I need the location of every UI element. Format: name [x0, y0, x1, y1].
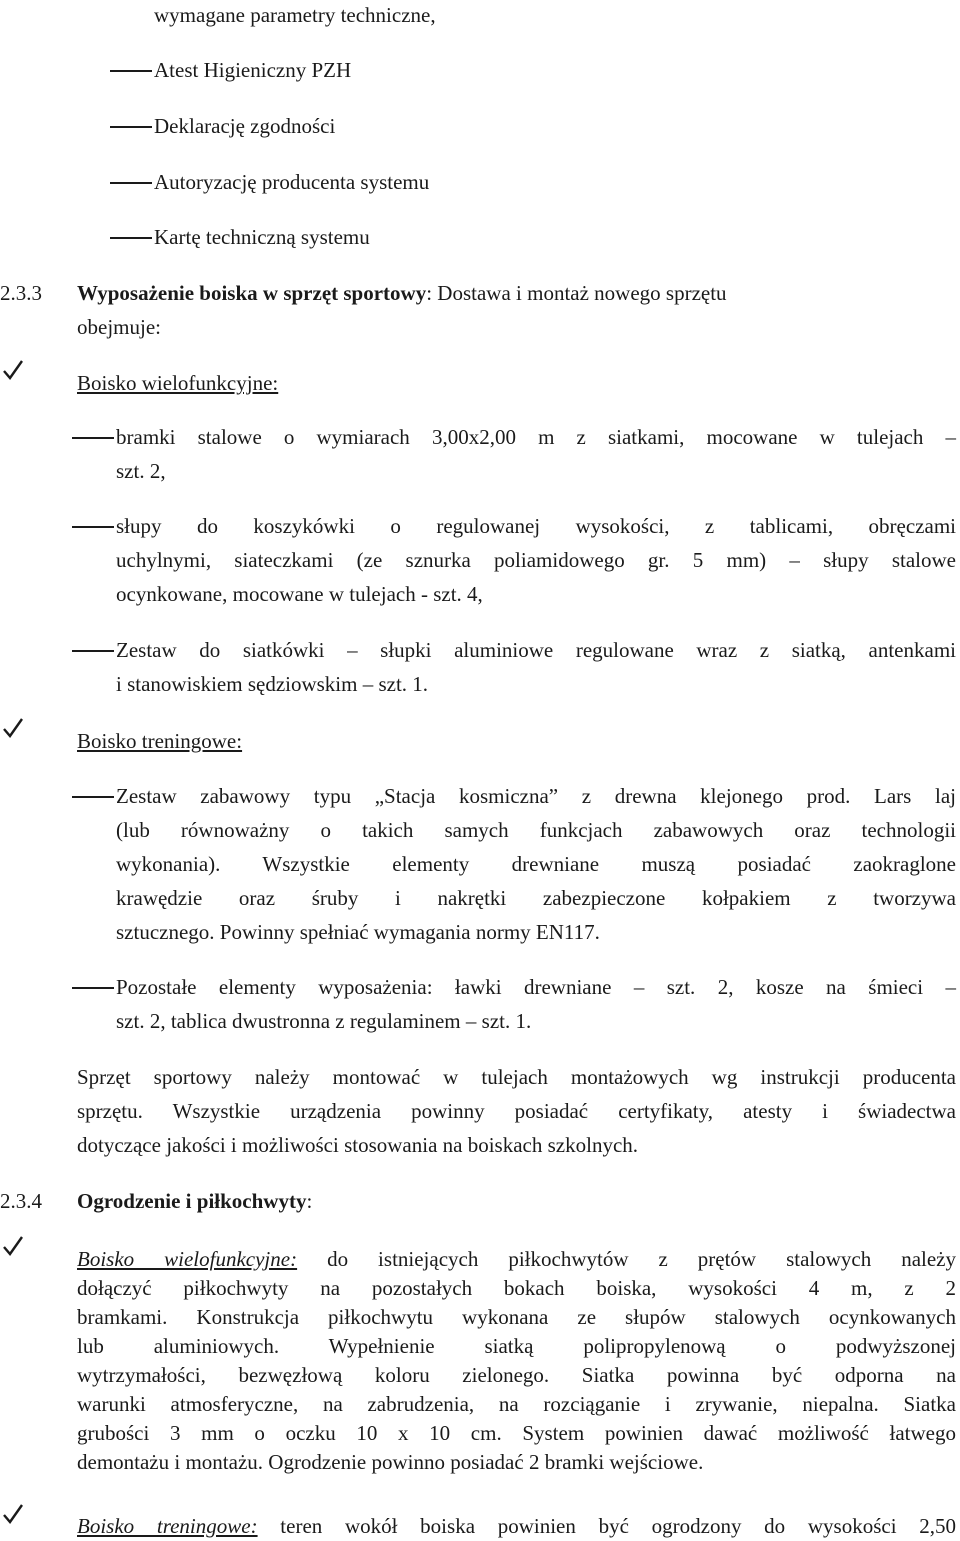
dash-bullet [110, 70, 152, 72]
list-item-line: (lub równoważny o takich samych funkcjach zabawowych oraz technologii [116, 818, 956, 842]
dash-bullet [72, 437, 114, 439]
paragraph-line: grubości 3 mm o oczku 10 x 10 cm. System powinien dawać możliwość łatwego [77, 1421, 956, 1445]
dash-bullet [72, 796, 114, 798]
dash-bullet [110, 182, 152, 184]
list-item-line: słupy do koszykówki o regulowanej wysokości, z tablicami, obręczami [116, 514, 956, 538]
section-number: 2.3.3 [0, 281, 42, 305]
section-colon: : [306, 1189, 313, 1213]
list-item-line: wykonania). Wszystkie elementy drewniane muszą posiadać zaokraglone [116, 852, 956, 876]
section-text: obejmuje: [77, 315, 161, 339]
paragraph-line: lub aluminiowych. Wypełnienie siatką polipropylenową o podwyższonej [77, 1334, 956, 1358]
list-item-line: Pozostałe elementy wyposażenia: ławki drewniane – szt. 2, kosze na śmieci – [116, 975, 956, 999]
list-item-line: szt. 2, tablica dwustronna z regulaminem – szt. 1. [116, 1009, 532, 1033]
list-item-line: ocynkowane, mocowane w tulejach - szt. 4, [116, 582, 483, 606]
list-item-line: bramki stalowe o wymiarach 3,00x2,00 m z siatkami, mocowane w tulejach – [116, 425, 956, 449]
dash-bullet [110, 126, 152, 128]
paragraph-line [77, 1246, 956, 1272]
paragraph-line: wytrzymałości, bezwęzłową koloru zielonego. Siatka powinna być odporna na [77, 1363, 956, 1387]
section-heading-line [77, 280, 957, 306]
checkmark-icon [2, 358, 24, 382]
dash-bullet [110, 237, 152, 239]
list-item-line: Zestaw zabawowy typu „Stacja kosmiczna” z drewna klejonego prod. Lars laj [116, 784, 956, 808]
list-item: Atest Higieniczny PZH [154, 58, 352, 82]
paragraph-line: dotyczące jakości i możliwości stosowania na boiskach szkolnych. [77, 1133, 639, 1157]
paragraph-line: sprzętu. Wszystkie urządzenia powinny posiadać certyfikaty, atesty i świadectwa [77, 1099, 956, 1123]
checkmark-icon [2, 1502, 24, 1526]
list-item-line: i stanowiskiem sędziowskim – szt. 1. [116, 672, 429, 696]
list-intro: wymagane parametry techniczne, [154, 3, 436, 27]
subsection-title: Boisko treningowe: [77, 729, 243, 753]
paragraph-line: dołączyć piłkochwyty na pozostałych bokach boiska, wysokości 4 m, z 2 [77, 1276, 956, 1300]
paragraph-line: demontażu i montażu. Ogrodzenie powinno posiadać 2 bramki wejściowe. [77, 1450, 704, 1474]
fence-text: do istniejących piłkochwytów z prętów stalowych należy [297, 1247, 956, 1271]
list-item-line: szt. 2, [116, 459, 166, 483]
section-heading: Ogrodzenie i piłkochwyty [77, 1189, 307, 1213]
section-number: 2.3.4 [0, 1189, 42, 1213]
fence-label: Boisko treningowe: [77, 1514, 258, 1538]
subsection-title: Boisko wielofunkcyjne: [77, 371, 279, 395]
paragraph-line: bramkami. Konstrukcja piłkochwytu wykonana ze słupów stalowych ocynkowanych [77, 1305, 956, 1329]
dash-bullet [72, 987, 114, 989]
list-item-line: sztucznego. Powinny spełniać wymagania normy EN117. [116, 920, 600, 944]
list-item: Kartę techniczną systemu [154, 225, 370, 249]
paragraph-line [77, 1513, 956, 1539]
dash-bullet [72, 526, 114, 528]
dash-bullet [72, 650, 114, 652]
section-text: : Dostawa i montaż nowego sprzętu [426, 281, 727, 305]
list-item: Deklarację zgodności [154, 114, 336, 138]
checkmark-icon [2, 716, 24, 740]
list-item-line: uchylnymi, siateczkami (ze sznurka poliamidowego gr. 5 mm) – słupy stalowe [116, 548, 956, 572]
list-item-line: krawędzie oraz śruby i nakrętki zabezpieczone kołpakiem z tworzywa [116, 886, 956, 910]
list-item: Autoryzację producenta systemu [154, 170, 430, 194]
paragraph-line: warunki atmosferyczne, na zabrudzenia, na rozciąganie i zrywanie, niepalna. Siatka [77, 1392, 956, 1416]
fence-text: teren wokół boiska powinien być ogrodzony do wysokości 2,50 [257, 1514, 956, 1538]
checkmark-icon [2, 1234, 24, 1258]
section-heading-line [77, 1188, 312, 1214]
paragraph-line: Sprzęt sportowy należy montować w tulejach montażowych wg instrukcji producenta [77, 1065, 956, 1089]
list-item-line: Zestaw do siatkówki – słupki aluminiowe regulowane wraz z siatką, antenkami [116, 638, 956, 662]
section-heading: Wyposażenie boiska w sprzęt sportowy [77, 281, 427, 305]
fence-label: Boisko wielofunkcyjne: [77, 1247, 298, 1271]
